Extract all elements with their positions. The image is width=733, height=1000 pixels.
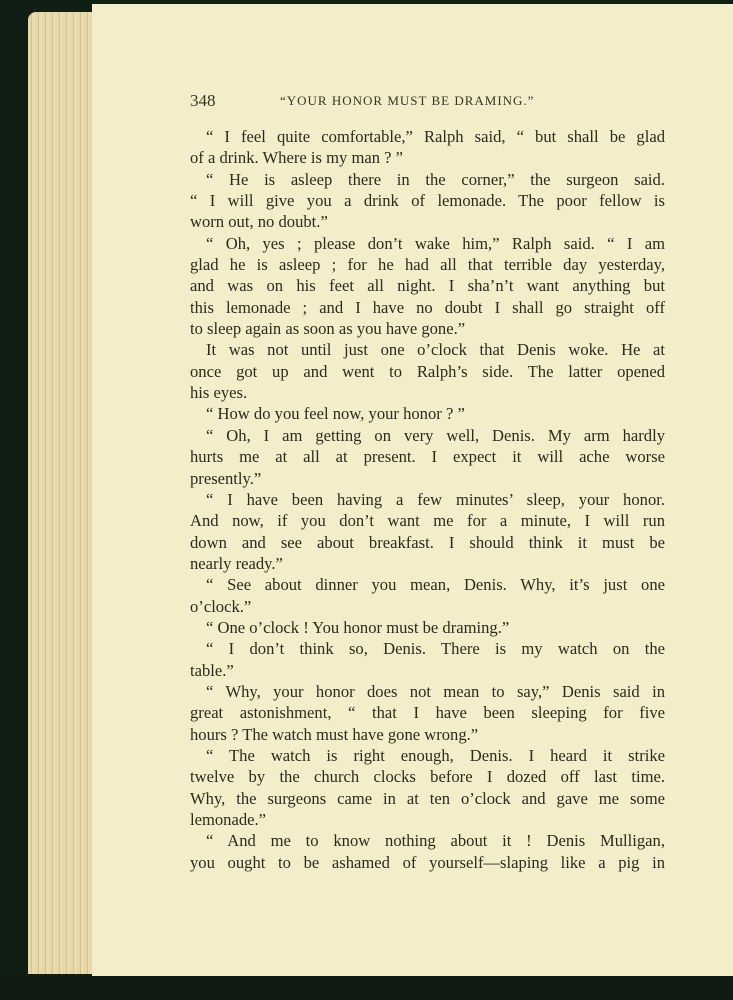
- text-line: once got up and went to Ralph’s side. The latter opened: [190, 361, 665, 381]
- page-header: [190, 91, 665, 111]
- text-line: “ The watch is right enough, Denis. I heard it strike: [206, 745, 665, 765]
- text-line: lemonade.”: [190, 810, 267, 829]
- text-line: you ought to be ashamed of yourself—slaping like a pig in: [190, 852, 665, 872]
- text-line: “ I don’t think so, Denis. There is my watch on the: [206, 639, 665, 659]
- text-line: And now, if you don’t want me for a minute, I will run: [190, 511, 665, 531]
- page-edges: [28, 12, 92, 974]
- text-line: “ Oh, I am getting on very well, Denis. My arm hardly: [206, 425, 665, 445]
- text-line: down and see about breakfast. I should think it must be: [190, 532, 665, 552]
- text-line: table.”: [190, 660, 234, 680]
- text-line: this lemonade ; and I have no doubt I shall go straight off: [190, 297, 665, 317]
- text-line: nearly ready.”: [190, 553, 283, 573]
- text-line: It was not until just one o’clock that Denis woke. He at: [206, 340, 665, 360]
- text-line: hurts me at all at present. I expect it will ache worse: [190, 447, 665, 467]
- text-line: “ See about dinner you mean, Denis. Why, it’s just one: [206, 575, 665, 595]
- text-line: “ How do you feel now, your honor ? ”: [206, 404, 465, 424]
- text-line: hours ? The watch must have gone wrong.”: [190, 724, 479, 744]
- text-line: great astonishment, “ that I have been sleeping for five: [190, 703, 665, 723]
- text-line: “ Why, your honor does not mean to say,” Denis said in: [206, 681, 665, 701]
- text-line: his eyes.: [190, 383, 248, 403]
- text-line: to sleep again as soon as you have gone.”: [190, 319, 466, 339]
- text-line: twelve by the church clocks before I dozed off last time.: [190, 767, 665, 787]
- text-line: “ I will give you a drink of lemonade. The poor fellow is: [190, 191, 665, 211]
- text-line: “ Oh, yes ; please don’t wake him,” Ralph said. “ I am: [206, 233, 665, 253]
- text-line: presently.”: [190, 468, 262, 488]
- text-line: Why, the surgeons came in at ten o’clock and gave me some: [190, 788, 665, 808]
- text-line: “ I have been having a few minutes’ sleep, your honor.: [206, 489, 665, 509]
- text-line: “ And me to know nothing about it ! Denis Mulligan,: [206, 831, 665, 851]
- text-line: worn out, no doubt.”: [190, 212, 328, 232]
- running-title: “YOUR HONOR MUST BE DRAMING.”: [280, 93, 535, 108]
- text-line: o’clock.”: [190, 596, 252, 616]
- text-line: of a drink. Where is my man ? ”: [190, 148, 404, 168]
- text-line: “ One o’clock ! You honor must be draming.”: [206, 617, 510, 637]
- text-line: “ I feel quite comfortable,” Ralph said, “ but shall be glad: [206, 127, 665, 146]
- page-number: 348: [190, 91, 216, 110]
- text-line: and was on his feet all night. I sha’n’t want anything but: [190, 276, 665, 296]
- book-cover-bottom: [0, 976, 733, 1000]
- text-line: “ He is asleep there in the corner,” the surgeon said.: [206, 169, 665, 189]
- page-body-text: [190, 126, 665, 873]
- text-line: glad he is asleep ; for he had all that terrible day yesterday,: [190, 255, 665, 275]
